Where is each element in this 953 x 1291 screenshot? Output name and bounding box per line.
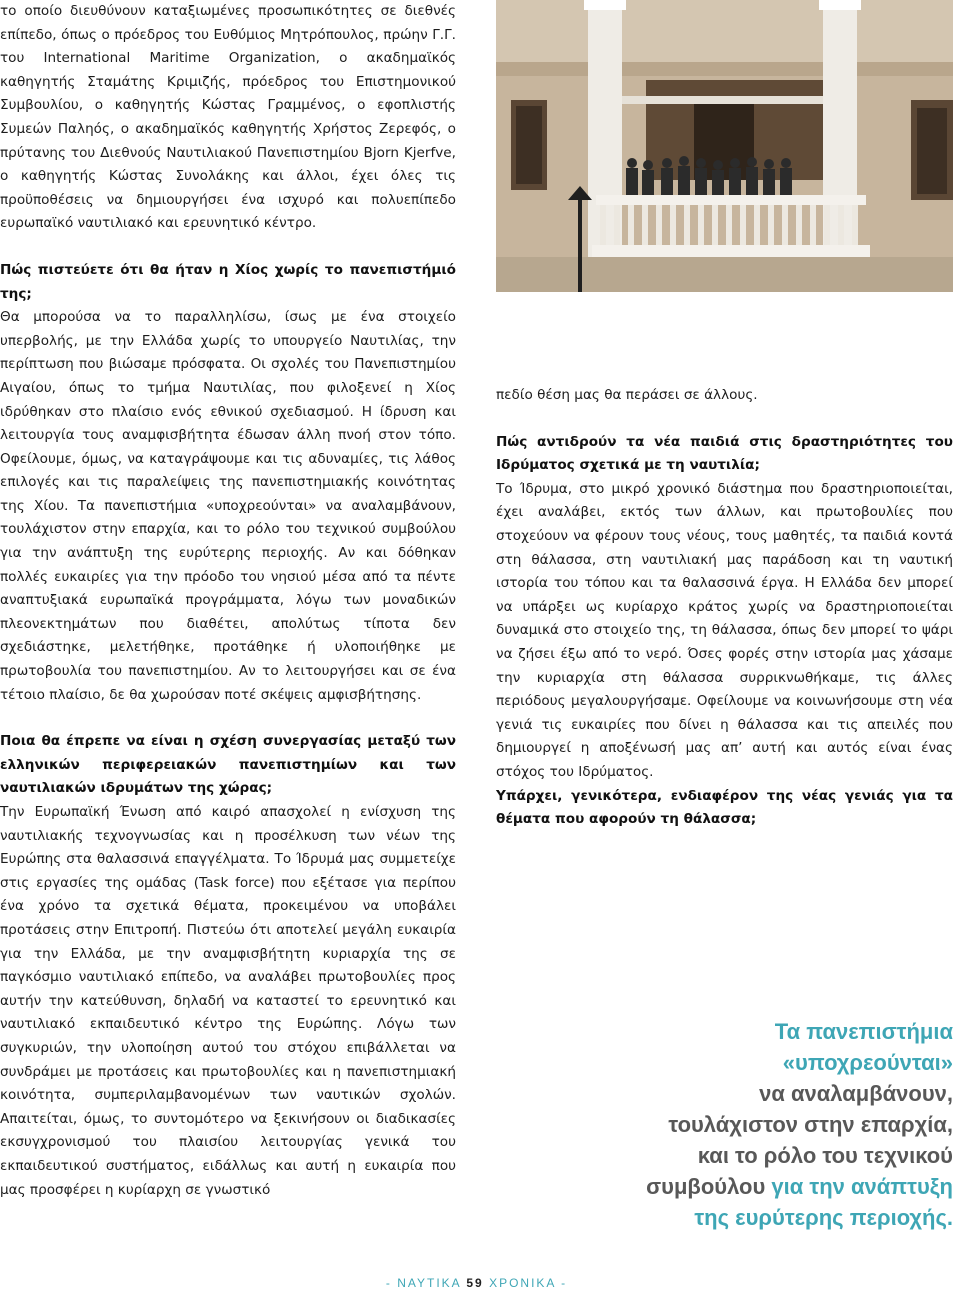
pull-quote	[560, 1016, 953, 1233]
pull-quote-segment: συμβούλου	[646, 1174, 772, 1199]
pull-quote-line: «υποχρεούνται»	[782, 1050, 953, 1075]
pull-quote-line: Τα πανεπιστήμια	[774, 1019, 953, 1044]
answer-paragraph: Θα μπορούσα να το παραλληλίσω, ίσως με ένα στοιχείο υπερβολής, με την Ελλάδα χωρίς το υπουργείο Ναυτιλίας, την περίπτωση που βιώσαμε πρόσφατα. Οι σχολές του Πανεπιστημίου Αιγαίου, όπως το τμήμα Ναυτιλίας, που φιλοξενεί η Χίος ιδρύθηκαν στο πλαίσιο ενός εθνικού σχεδιασμού. Η ίδρυση και λειτουργία τους αναμφισβήτητα έδωσαν άλλη πνοή στον τόπο. Οφείλουμε, όμως, να καταγράψουμε και τις αδυναμίες, τις λάθος επιλογές και τις παραλείψεις της πανεπιστημιακής κοινότητας της Χίου. Τα πανεπιστήμια «υποχρεούνται» να αναλαμβάνουν, τουλάχιστον στην επαρχία, και το ρόλο του τεχνικού συμβούλου για την ανάπτυξη της ευρύτερης περιοχής. Αν και δόθηκαν πολλές ευκαιρίες για την πρόοδο του νησιού μέσα από τα πέντε αναπτυξιακά ευρωπαϊκά προγράμματα, λόγω των μοναδικών πλεονεκτημάτων που διαθέτει, απολύτως τίποτα δεν σχεδιάστηκε, μελετήθηκε, προτάθηκε ή υλοποιήθηκε με πρωτοβουλία του πανεπιστημίου. Αν το λειτουργήσει και σε ένα τέτοιο πλαίσιο, δε θα χωρούσαν ποτέ σκέψεις αμφισβήτησης.	[0, 309, 456, 703]
question-heading: Υπάρχει, γενικότερα, ενδιαφέρον της νέας γενιάς για τα θέματα που αφορούν τη θάλασσα;	[496, 787, 953, 828]
pull-quote-highlight: για την ανάπτυξη	[771, 1174, 953, 1199]
answer-paragraph: Το Ίδρυμα, στο μικρό χρονικό διάστημα που δραστηριοποιείται, έχει αναλάβει, εκτός των άλλων, και πρωτοβουλίες που στοχεύουν να φέρουν τους νέους, τους μαθητές, τα παιδιά κοντά στη θάλασσα, στη ναυτιλιακή μας παράδοση και τη ναυτική ιστορία του τόπου και τα θαλασσινά έργα. Η Ελλάδα δεν μπορεί να υπάρξει ως κυρίαρχο κράτος χωρίς να δραστηριοποιείται δυναμικά στο στοιχείο της, τη θάλασσα, όπως δεν μπορεί το ψάρι να ζήσει έξω από το νερό. Όσες φορές στην ιστορία μας χάσαμε την κυριαρχία στη θάλασσα συρρικνωθήκαμε, τις άλλες περιόδους μεγαλουργήσαμε. Οφείλουμε να κοινωνήσουμε στη νέα γενιά τις ευκαιρίες που δίνει η θάλασσα και τις απειλές που δημιουργεί η αποξένωσή μας απ’ αυτή και αυτός είναι ένας στόχος του Ιδρύματος.	[496, 480, 953, 780]
pull-quote-line: τουλάχιστον στην επαρχία,	[668, 1112, 953, 1137]
pull-quote-line: να αναλαμβάνουν,	[759, 1081, 953, 1106]
question-heading: Ποια θα έπρεπε να είναι η σχέση συνεργασίας μεταξύ των ελληνικών περιφερειακών πανεπιστημίων και των ναυτιλιακών ιδρυμάτων της χώρας;	[0, 733, 456, 797]
question-heading: Πώς πιστεύετε ότι θα ήταν η Χίος χωρίς το πανεπιστήμιό της;	[0, 261, 456, 302]
answer-paragraph: Την Ευρωπαϊκή Ένωση από καιρό απασχολεί η ενίσχυση της ναυτιλιακής τεχνογνωσίας και η προσέλκυση των νέων της Ευρώπης στα θαλασσινά επαγγέλματα. Το Ίδρυμά μας συμμετείχε στις εργασίες της ομάδας (Task force) που εξέτασε για περίπου ένα χρόνο τα σχετικά θέματα, προκειμένου να υποβάλει προτάσεις στην Επιτροπή. Πιστεύω ότι αποτελεί μεγάλη ευκαιρία για την Ελλάδα, με την αναμφισβήτητη κυριαρχία της σε παγκόσμιο ναυτιλιακό επίπεδο, να αναλάβει πρωτοβουλίες προς αυτήν την κατεύθυνση, δηλαδή να καταστεί το ερευνητικό και ναυτιλιακό εκπαιδευτικό κέντρο της Ευρώπης. Λόγω των συγκυριών, την υλοποίηση αυτού του στόχου επιβάλλεται να συνδράμει με προτάσεις και πρωτοβουλίες και η πανεπιστημιακή κοινότητα, συμπεριλαμβανομένων των ναυτικών σχολών. Απαιτείται, όμως, το συντομότερο να ξεκινήσουν οι διαδικασίες εκσυγχρονισμού του πλαισίου λειτουργίας γενικά του εκπαιδευτικού συστήματος, ειδάλλως και αυτή η ευκαιρία που μας προσφέρει η κυρίαρχη σε γνωστικό	[0, 804, 456, 1198]
pull-quote-line: και το ρόλο του τεχνικού	[697, 1143, 953, 1168]
page-number: 59	[466, 1276, 484, 1290]
left-text-column	[0, 0, 456, 1202]
intro-paragraph: το οποίο διευθύνουν καταξιωμένες προσωπικότητες σε διεθνές επίπεδο, όπως ο πρόεδρος του Ευθύμιος Μητρόπουλος, πρώην Γ.Γ. του International Maritime Organization, ο ακαδημαϊκός καθηγητής Σταμάτης Κριμιζής, πρόεδρος του Επιστημονικού Συμβουλίου, ο καθηγητής Κώστας Γραμμένος, ο εφοπλιστής Συμεών Παληός, ο ακαδημαϊκός καθηγητής Χρήστος Ζερεφός, ο πρύτανης του Διεθνούς Ναυτιλιακού Πανεπιστημίου Bjorn Kjerfve, ο καθηγητής Κώστας Συνολάκης και άλλοι, έχει όλες τις προϋποθέσεις να δημιουργήσει ένα ισχυρό και πολυεπίπεδο ευρωπαϊκό ναυτιλιακό και ερευνητικό κέντρο.	[0, 3, 456, 232]
continuation-paragraph: πεδίο θέση μας θα περάσει σε άλλους.	[496, 387, 758, 403]
footer-dash: -	[385, 1276, 392, 1290]
building-balcony-photo	[496, 0, 953, 292]
pull-quote-line	[560, 1171, 953, 1202]
page-footer	[0, 1276, 953, 1290]
question-heading: Πώς αντιδρούν τα νέα παιδιά στις δραστηριότητες του Ιδρύματος σχετικά με τη ναυτιλία;	[496, 433, 953, 474]
magazine-name-right: ΧΡΟΝΙΚΑ	[489, 1276, 556, 1290]
right-text-column	[496, 384, 953, 832]
footer-dash: -	[561, 1276, 568, 1290]
pull-quote-line: της ευρύτερης περιοχής.	[694, 1205, 953, 1230]
magazine-name-left: ΝΑΥΤΙΚΑ	[397, 1276, 462, 1290]
